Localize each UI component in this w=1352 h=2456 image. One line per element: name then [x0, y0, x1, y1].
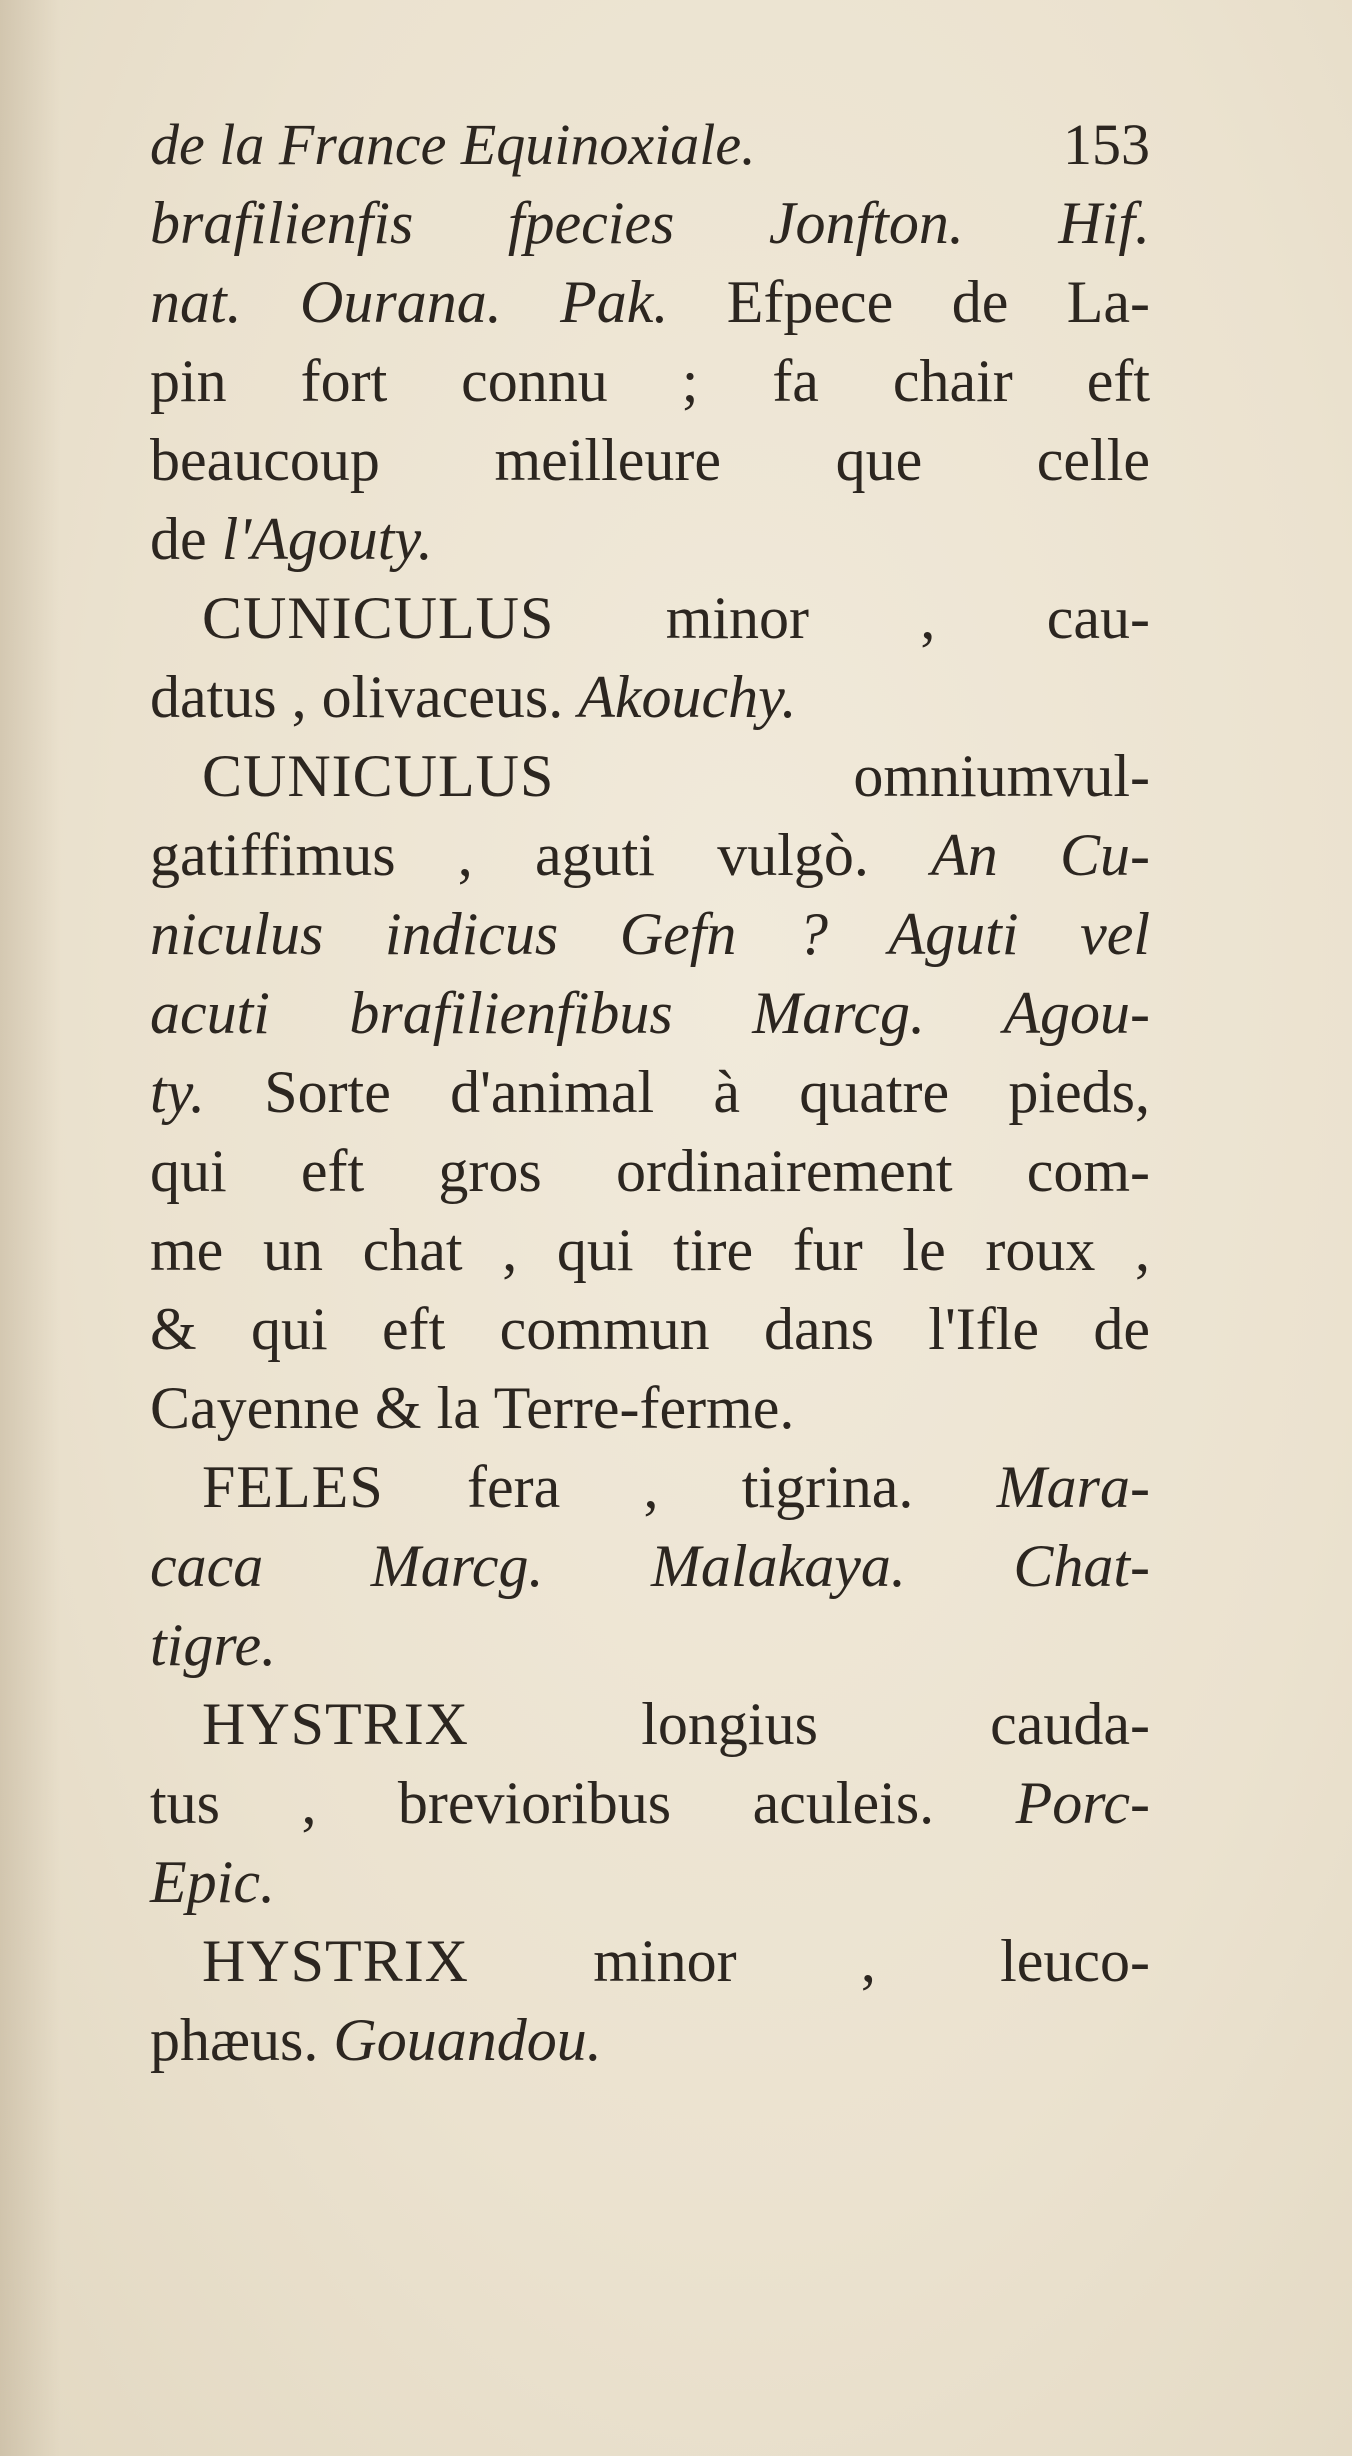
- page-gutter-shadow: [0, 0, 60, 2456]
- text-run: caca Marcg. Malakaya. Chat-: [150, 1533, 1150, 1599]
- text-run: ty.: [150, 1059, 205, 1125]
- text-run: omniumvul-: [554, 743, 1150, 809]
- page-text: [150, 105, 1150, 2080]
- text-line: [150, 1843, 1150, 1922]
- text-line: [150, 1606, 1150, 1685]
- text-run: tigre.: [150, 1612, 277, 1678]
- text-line: [150, 816, 1150, 895]
- text-run: Epic.: [150, 1849, 275, 1915]
- text-run: Sorte d'animal à quatre pieds,: [205, 1059, 1150, 1125]
- text-line: [150, 1527, 1150, 1606]
- text-run: phæus.: [150, 2007, 334, 2073]
- text-run: Efpece de La-: [668, 269, 1150, 335]
- text-run: HYSTRIX: [202, 1691, 470, 1757]
- text-run: minor , cau-: [554, 585, 1150, 651]
- text-run: FELES: [202, 1454, 384, 1520]
- text-line: [150, 1132, 1150, 1211]
- text-run: me un chat , qui tire fur le roux ,: [150, 1217, 1150, 1283]
- text-line: [150, 1053, 1150, 1132]
- text-run: nat. Ourana. Pak.: [150, 269, 669, 335]
- text-run: tus , brevioribus aculeis.: [150, 1770, 1016, 1836]
- text-run: Akouchy.: [578, 664, 797, 730]
- text-run: gatiffimus , aguti vulgò.: [150, 822, 932, 888]
- text-line: [150, 737, 1150, 816]
- text-line: [150, 1685, 1150, 1764]
- text-run: Mara-: [996, 1454, 1150, 1520]
- text-run: beaucoup meilleure que celle: [150, 427, 1150, 493]
- text-run: pin fort connu ; fa chair eft: [150, 348, 1150, 414]
- text-run: datus , olivaceus.: [150, 664, 579, 730]
- text-line: [150, 974, 1150, 1053]
- text-line: [150, 895, 1150, 974]
- text-run: brafilienfis fpecies Jonfton. Hif.: [150, 190, 1150, 256]
- text-run: qui eft gros ordinairement com-: [150, 1138, 1150, 1204]
- text-run: niculus indicus Gefn ? Aguti vel: [150, 901, 1150, 967]
- text-run: Porc-: [1015, 1770, 1150, 1836]
- text-line: [150, 1922, 1150, 2001]
- text-line: [150, 1290, 1150, 1369]
- text-run: Cayenne & la Terre-ferme.: [150, 1375, 795, 1441]
- text-run: An Cu-: [931, 822, 1150, 888]
- text-run: & qui eft commun dans l'Ifle de: [150, 1296, 1150, 1362]
- text-line: [150, 1448, 1150, 1527]
- text-line: [150, 500, 1150, 579]
- text-line: [150, 2001, 1150, 2080]
- text-run: CUNICULUS: [202, 585, 555, 651]
- text-run: acuti brafilienfibus Marcg. Agou-: [150, 980, 1150, 1046]
- text-line: [150, 579, 1150, 658]
- page-number: 153: [1063, 112, 1150, 177]
- running-head: de la France Equinoxiale.: [150, 112, 756, 177]
- text-line: [150, 263, 1150, 342]
- body-text: [150, 184, 1150, 2080]
- text-line: [150, 1369, 1150, 1448]
- text-run: minor , leuco-: [469, 1928, 1150, 1994]
- text-line: [150, 1764, 1150, 1843]
- text-run: fera , tigrina.: [383, 1454, 997, 1520]
- text-line: [150, 342, 1150, 421]
- running-head-line: [150, 105, 1150, 184]
- text-run: HYSTRIX: [202, 1928, 470, 1994]
- text-line: [150, 658, 1150, 737]
- text-run: de: [150, 506, 222, 572]
- text-run: CUNICULUS: [202, 743, 555, 809]
- text-line: [150, 1211, 1150, 1290]
- text-line: [150, 421, 1150, 500]
- text-run: l'Agouty.: [221, 506, 433, 572]
- text-run: Gouandou.: [333, 2007, 602, 2073]
- text-run: longius cauda-: [469, 1691, 1150, 1757]
- text-line: [150, 184, 1150, 263]
